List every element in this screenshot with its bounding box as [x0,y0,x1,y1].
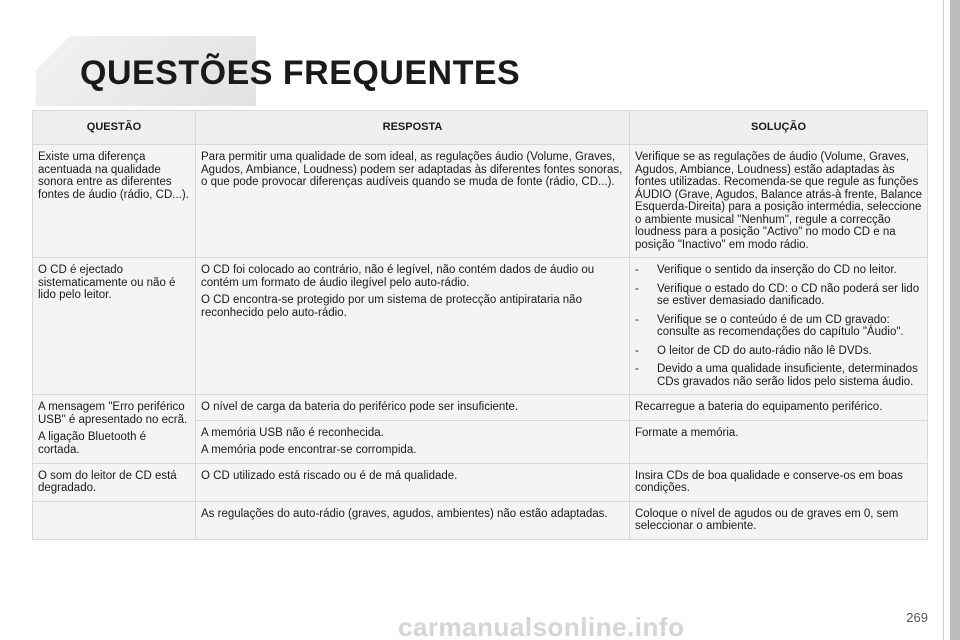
watermark: carmanualsonline.info [398,612,685,640]
answer-text: A memória USB não é reconhecida. [201,426,384,439]
header-question: QUESTÃO [33,111,196,145]
question-cell [33,258,196,395]
answer-cell [196,395,630,421]
solution-cell [630,463,928,501]
answer-text: Para permitir uma qualidade de som ideal, as regulações áudio (Volume, Graves, Agudos, Ambiance, Loudness) podem ser adaptadas às diferentes fontes sonoras, o que pode provocar diferenças audíveis quando se muda de fonte (rádio, CD...). [201,151,623,188]
answer-cell [196,463,630,501]
answer-cell [196,420,630,463]
question-cell [33,145,196,258]
page-title: QUESTÕES FREQUENTES [80,54,521,92]
answer-text: O CD encontra-se protegido por um sistema de protecção antipirataria não reconhecido pelo auto-rádio. [201,294,582,319]
list-item: - Verifique se o conteúdo é de um CD gravado: consulte as recomendações do capítulo "Áudio". [635,314,922,339]
solution-cell [630,145,928,258]
answer-text: O nível de carga da bateria do periférico pode ser insuficiente. [201,401,519,413]
faq-table [32,110,928,540]
table-row [33,463,928,501]
question-cell [33,463,196,501]
solution-cell [630,395,928,421]
question-text: Existe uma diferença acentuada na qualidade sonora entre as diferentes fontes de áudio (rádio, CD...). [38,151,189,201]
solution-list [635,264,922,388]
solution-text: Insira CDs de boa qualidade e conserve-os em boas condições. [635,469,903,494]
header-solution: SOLUÇÃO [630,111,928,145]
answer-cell [196,258,630,395]
list-item: - Verifique o sentido da inserção do CD no leitor. [635,264,922,277]
solution-text: Recarregue a bateria do equipamento periférico. [635,401,883,413]
table-row [33,501,928,539]
answer-text: A memória pode encontrar-se corrompida. [201,444,417,456]
solution-cell [630,501,928,539]
solution-text: Formate a memória. [635,426,739,439]
table-row [33,145,928,258]
list-item: - O leitor de CD do auto-rádio não lê DVDs. [635,345,922,358]
list-item: - Verifique o estado do CD: o CD não poderá ser lido se estiver demasiado danificado. [635,283,922,308]
solution-text: Coloque o nível de agudos ou de graves em 0, sem seleccionar o ambiente. [635,507,899,532]
table-row [33,258,928,395]
question-text: O CD é ejectado sistematicamente ou não é lido pelo leitor. [38,264,176,301]
answer-text: As regulações do auto-rádio (graves, agudos, ambientes) não estão adaptadas. [201,507,608,520]
list-item: - Devido a uma qualidade insuficiente, determinados CDs gravados não serão lidos pelo sistema áudio. [635,363,922,388]
solution-cell [630,258,928,395]
answer-cell [196,145,630,258]
answer-text: O CD utilizado está riscado ou é de má qualidade. [201,469,458,482]
question-text: A ligação Bluetooth é cortada. [38,431,147,456]
header-answer: RESPOSTA [196,111,630,145]
answer-text: O CD foi colocado ao contrário, não é legível, não contém dados de áudio ou contém um formato de áudio ilegível pelo auto-rádio. [201,264,595,289]
table-header-row [33,111,928,145]
question-text: O som do leitor de CD está degradado. [38,469,177,494]
question-cell [33,395,196,464]
answer-cell [196,501,630,539]
table-row [33,395,928,421]
question-cell-empty [33,501,196,539]
solution-text: Verifique se as regulações de áudio (Volume, Graves, Agudos, Ambiance, Loudness) estão adaptadas às fontes utilizadas. Recomenda-se que regule as funções ÁUDIO (Grave, Agudos, Balance atrás-à frente, Balance Esquerda-Direita) para a posição intermédia, seleccione o ambiente musical "Nenhum", regule a correcção loudness para a posição "Activo" no modo CD e na posição "Inactivo" em modo rádio. [635,151,923,251]
question-text: A mensagem "Erro periférico USB" é apresentado no ecrã. [38,401,188,426]
page-number: 269 [906,610,928,625]
margin-line [943,0,944,640]
page-edge-bar [950,0,960,640]
solution-cell [630,420,928,463]
